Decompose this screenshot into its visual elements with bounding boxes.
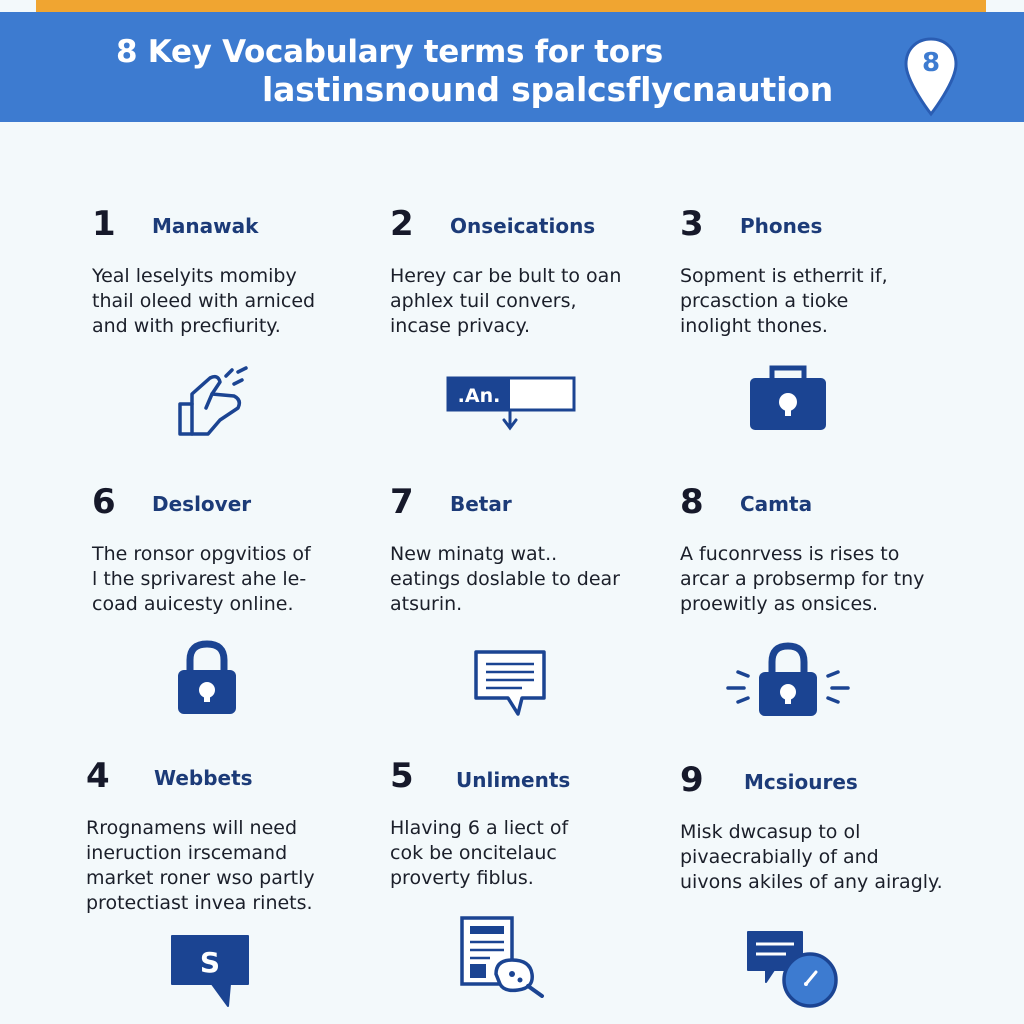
card-line: proverty fiblus. bbox=[390, 867, 534, 889]
card-line: Sopment is etherrit if, bbox=[680, 265, 888, 287]
card-line: Misk dwcasup to ol bbox=[680, 821, 861, 843]
card-description bbox=[390, 264, 680, 339]
card-number: 4 bbox=[86, 756, 110, 796]
card-number: 9 bbox=[680, 760, 704, 800]
card-description bbox=[390, 816, 680, 891]
badge-number: 8 bbox=[921, 48, 941, 78]
top-accent-bar bbox=[36, 0, 986, 12]
vocab-card-5 bbox=[390, 756, 680, 1024]
card-number: 5 bbox=[390, 756, 414, 796]
vocab-card-8 bbox=[680, 482, 970, 752]
header-banner bbox=[0, 12, 1024, 122]
card-line: atsurin. bbox=[390, 593, 463, 615]
card-description bbox=[680, 820, 970, 895]
card-title: Manawak bbox=[152, 214, 259, 238]
card-number: 1 bbox=[92, 204, 116, 244]
card-line: prcasction a tioke bbox=[680, 290, 849, 312]
card-line: proewitly as onsices. bbox=[680, 593, 879, 615]
card-description bbox=[390, 542, 680, 617]
card-line: Yeal leselyits momiby bbox=[92, 265, 297, 287]
card-line: Rrognamens will need bbox=[86, 817, 298, 839]
card-description bbox=[680, 264, 970, 339]
card-number: 6 bbox=[92, 482, 116, 522]
card-number: 2 bbox=[390, 204, 414, 244]
card-number: 7 bbox=[390, 482, 414, 522]
card-line: Herey car be bult to oan bbox=[390, 265, 622, 287]
card-line: uivons akiles of any airagly. bbox=[680, 871, 943, 893]
vocab-card-7 bbox=[390, 482, 680, 752]
card-title: Onseications bbox=[450, 214, 596, 238]
card-number: 8 bbox=[680, 482, 704, 522]
card-line: and with precfiurity. bbox=[92, 315, 281, 337]
card-description bbox=[86, 816, 376, 916]
card-line: The ronsor opgvitios of bbox=[92, 543, 311, 565]
card-line: l the sprivarest ahe le- bbox=[92, 568, 307, 590]
chat-bubble-icon bbox=[472, 648, 548, 718]
card-description bbox=[92, 542, 382, 617]
card-description bbox=[680, 542, 970, 617]
card-line: thail oleed with arniced bbox=[92, 290, 316, 312]
input-field-label: .An. bbox=[457, 385, 501, 407]
card-line: incase privacy. bbox=[390, 315, 531, 337]
briefcase-lock-icon bbox=[748, 362, 828, 434]
card-line: protectiast invea rinets. bbox=[86, 892, 313, 914]
card-title: Unliments bbox=[456, 768, 571, 792]
card-title: Camta bbox=[740, 492, 813, 516]
card-line: aphlex tuil convers, bbox=[390, 290, 577, 312]
vocab-card-6 bbox=[92, 482, 382, 752]
card-number: 3 bbox=[680, 204, 704, 244]
card-line: coad auicesty online. bbox=[92, 593, 294, 615]
vocab-card-4 bbox=[86, 756, 376, 1024]
hand-icon bbox=[172, 364, 262, 438]
card-title: Phones bbox=[740, 214, 823, 238]
card-title: Deslover bbox=[152, 492, 252, 516]
card-title: Webbets bbox=[154, 766, 253, 790]
card-line: market roner wso partly bbox=[86, 867, 315, 889]
card-title: Mcsioures bbox=[744, 770, 858, 794]
card-line: Hlaving 6 a liect of bbox=[390, 817, 569, 839]
card-line: ineruction irscemand bbox=[86, 842, 288, 864]
vocab-card-1 bbox=[92, 204, 382, 474]
card-line: New minatg wat.. bbox=[390, 543, 558, 565]
map-pin-badge bbox=[903, 36, 959, 118]
page-title-line-2: lastinsnound spalcsflycnaution bbox=[262, 70, 834, 109]
alarm-padlock-icon bbox=[722, 640, 854, 720]
message-clock-icon bbox=[744, 928, 844, 1008]
document-search-icon bbox=[460, 914, 550, 998]
card-line: inolight thones. bbox=[680, 315, 828, 337]
dollar-glyph: S bbox=[199, 946, 221, 979]
card-line: eatings doslable to dear bbox=[390, 568, 620, 590]
vocab-card-9 bbox=[680, 760, 970, 1024]
vocab-card-2 bbox=[390, 204, 680, 474]
card-title: Betar bbox=[450, 492, 512, 516]
padlock-icon bbox=[176, 640, 238, 716]
card-line: pivaecrabially of and bbox=[680, 846, 879, 868]
card-line: arcar a probsermp for tny bbox=[680, 568, 925, 590]
vocab-card-3 bbox=[680, 204, 970, 474]
input-field-icon bbox=[446, 376, 578, 436]
dollar-chat-icon bbox=[170, 934, 250, 1010]
card-line: A fuconrvess is rises to bbox=[680, 543, 900, 565]
page-title-line-1: 8 Key Vocabulary terms for tors bbox=[116, 34, 663, 70]
card-description bbox=[92, 264, 382, 339]
card-line: cok be oncitelauc bbox=[390, 842, 557, 864]
